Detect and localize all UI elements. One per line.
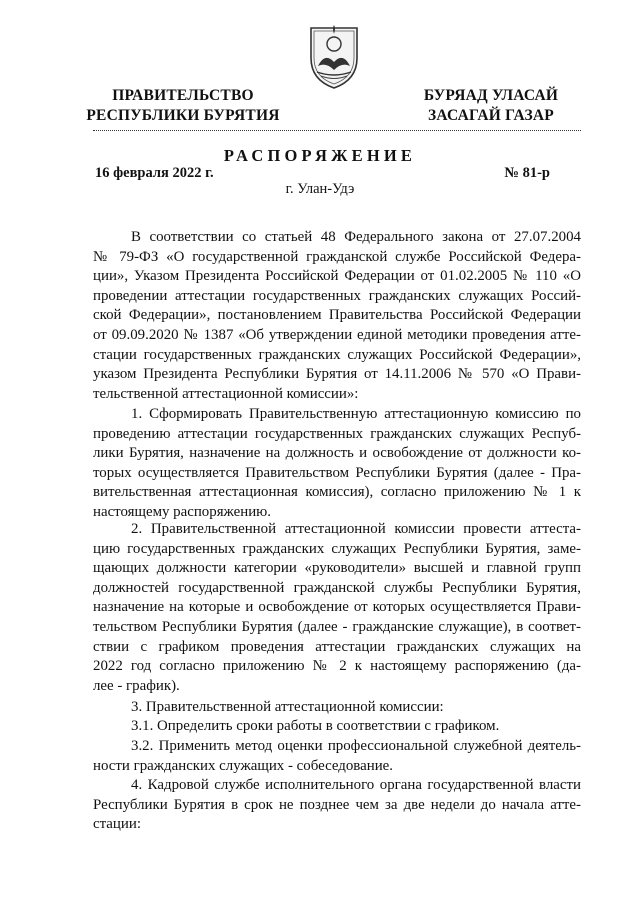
- paragraph-line: вительственная аттестационная комиссия), согласно приложению № 1 к: [93, 484, 581, 501]
- paragraph-line: В соответствии со статьей 48 Федерального закона от 27.07.2004: [131, 229, 581, 245]
- paragraph-3-2: [93, 737, 581, 776]
- paragraph-line: ности гражданских служащих - собеседование.: [93, 757, 394, 774]
- paragraph-line: ствии с графиком проведения аттестации гражданских служащих на: [93, 638, 581, 655]
- government-name-russian: [78, 86, 288, 126]
- document-date: 16 февраля 2022 г.: [95, 165, 214, 181]
- document-title: РАСПОРЯЖЕНИЕ: [223, 146, 417, 165]
- paragraph-line: должностей государственной гражданской службы Республики Бурятия,: [93, 579, 581, 596]
- paragraph-line: от 09.09.2020 № 1387 «Об утверждении единой методики проведения атте-: [93, 326, 581, 343]
- paragraph-line: ции», Указом Президента Российской Федерации от 01.02.2005 № 110 «О: [93, 268, 581, 285]
- paragraph-line: ской Федерации», постановлением Правительства Российской Федерации: [93, 307, 581, 324]
- paragraph-line: указом Президента Республики Бурятия от 14.11.2006 № 570 «О Прави-: [93, 366, 581, 383]
- paragraph-line: 1. Сформировать Правительственную аттестационную комиссию по: [131, 406, 581, 422]
- paragraph-line: лики Бурятия, назначение на должность и освобождение от должности ко-: [93, 445, 581, 462]
- document-number: № 81-р: [504, 165, 550, 181]
- document-city: г. Улан-Удэ: [285, 181, 355, 197]
- paragraph-line: назначение на которые и освобождение от которых осуществляется Прави-: [93, 599, 581, 616]
- header-right-line-1: БУРЯАД УЛАСАЙ: [423, 87, 559, 104]
- paragraph-line: № 79-ФЗ «О государственной гражданской службе Российской Федера-: [93, 248, 581, 265]
- paragraph-line: 3. Правительственной аттестационной комиссии:: [131, 699, 444, 715]
- paragraph-line: настоящему распоряжению.: [93, 503, 272, 520]
- paragraph-line: 3.1. Определить сроки работы в соответствии с графиком.: [131, 718, 500, 734]
- paragraph-line: проведению аттестации государственных гражданских служащих Респуб-: [93, 425, 581, 442]
- paragraph-line: проведении аттестации государственных гражданских служащих Россий-: [93, 287, 581, 304]
- paragraph-1: [93, 405, 581, 523]
- header-right-line-2: ЗАСАГАЙ ГАЗАР: [428, 107, 554, 124]
- paragraph-line: 2. Правительственной аттестационной комиссии провести аттеста-: [131, 521, 581, 537]
- paragraph-line: лее - график).: [93, 677, 180, 694]
- government-name-buryat: [396, 86, 586, 126]
- paragraph-line: щающих должности категории «руководители» высшей и главной групп: [93, 560, 581, 577]
- paragraph-4: [93, 776, 581, 835]
- paragraph-2: [93, 520, 581, 696]
- paragraph-line: тельством Республики Бурятия (далее - гражданские служащие), в соответ-: [93, 618, 581, 635]
- paragraph-3: [93, 698, 581, 718]
- header-left-line-1: ПРАВИТЕЛЬСТВО: [112, 87, 254, 104]
- header-left-line-2: РЕСПУБЛИКИ БУРЯТИЯ: [86, 107, 280, 124]
- preamble-paragraph: [93, 228, 581, 404]
- paragraph-3-1: [93, 717, 581, 737]
- paragraph-line: 3.2. Применить метод оценки профессиональной служебной деятель-: [131, 738, 581, 754]
- paragraph-line: торых осуществляется Правительством Республики Бурятия (далее - Пра-: [93, 464, 581, 481]
- paragraph-line: стации:: [93, 816, 141, 833]
- coat-of-arms-emblem: [303, 22, 365, 92]
- header-dotted-divider: [93, 130, 581, 131]
- paragraph-line: 2022 год согласно приложению № 2 к настоящему распоряжению (да-: [93, 658, 581, 675]
- paragraph-line: Республики Бурятия в срок не позднее чем за две недели до начала атте-: [93, 796, 581, 813]
- paragraph-line: стации государственных гражданских служащих Российской Федерации»,: [93, 346, 581, 363]
- paragraph-line: цию государственных гражданских служащих Республики Бурятия, заме-: [93, 540, 581, 557]
- paragraph-line: 4. Кадровой службе исполнительного органа государственной власти: [131, 777, 581, 793]
- paragraph-line: тельственной аттестационной комиссии»:: [93, 385, 359, 402]
